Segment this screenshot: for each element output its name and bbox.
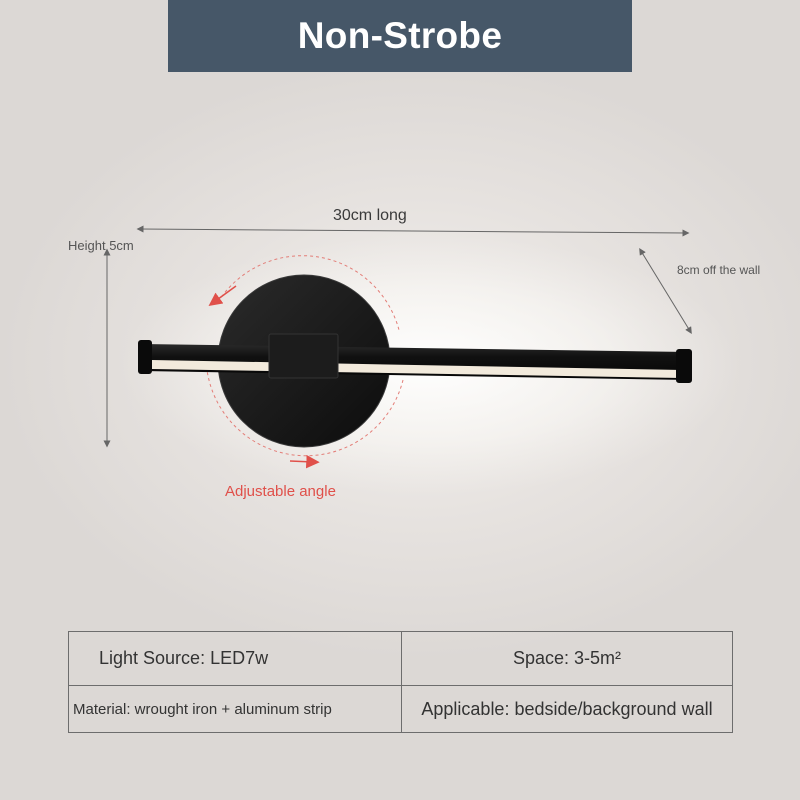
- banner-title: Non-Strobe: [297, 15, 503, 56]
- spec-row: [69, 632, 733, 686]
- length-arrow: [140, 229, 686, 233]
- adjustable-angle-label: Adjustable angle: [225, 483, 336, 500]
- height-label: Height 5cm: [68, 238, 134, 253]
- mount-block: [269, 334, 338, 378]
- spec-applicable: Applicable: bedside/background wall: [402, 686, 733, 733]
- wall-offset-label: 8cm off the wall: [677, 263, 761, 277]
- spec-light-source: Light Source: LED7w: [69, 632, 402, 686]
- rotation-arrow-bottom: [290, 461, 313, 462]
- spec-material: Material: wrought iron + aluminum strip: [69, 686, 402, 733]
- spec-row: [69, 686, 733, 733]
- spec-table: [68, 631, 733, 733]
- length-label: 30cm long: [333, 207, 407, 224]
- spec-space: Space: 3-5m²: [402, 632, 733, 686]
